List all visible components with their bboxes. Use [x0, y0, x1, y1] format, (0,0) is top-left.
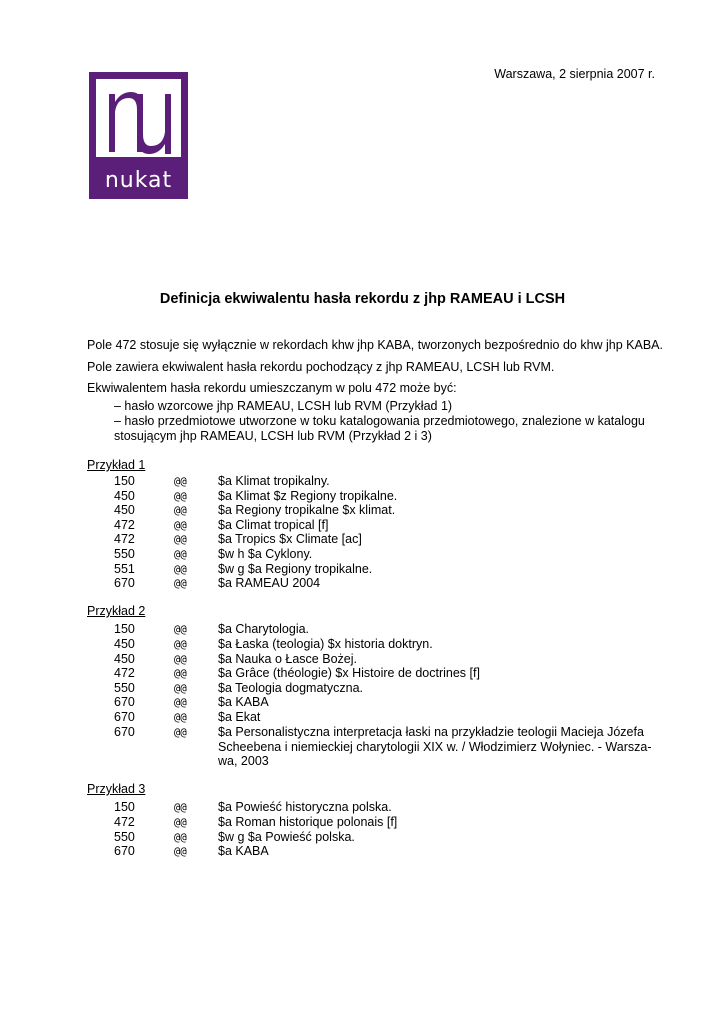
field-text: $a Regiony tropikalne $x klimat.: [218, 503, 396, 517]
indicators: @@: [174, 639, 187, 651]
indicators: @@: [174, 491, 187, 503]
field-text: $a Nauka o Łasce Bożej.: [218, 652, 357, 666]
field-text: $w g $a Powieść polska.: [218, 830, 355, 844]
field-text: $a Powieść historyczna polska.: [218, 800, 392, 814]
field-tag: 550: [114, 547, 135, 561]
field-tag: 550: [114, 681, 135, 695]
field-text: $a Grâce (théologie) $x Histoire de doctrines [f]: [218, 666, 480, 680]
paragraph-1: Pole 472 stosuje się wyłącznie w rekordach khw jhp KABA, tworzonych bezpośrednio do khw jhp KABA.: [87, 338, 663, 352]
nukat-logo-graphic: [89, 72, 188, 199]
field-tag: 450: [114, 637, 135, 651]
field-text: $a Łaska (teologia) $x historia doktryn.: [218, 637, 433, 651]
field-tag: 150: [114, 800, 135, 814]
field-text: $a Ekat: [218, 710, 261, 724]
field-text: $a Klimat $z Regiony tropikalne.: [218, 489, 398, 503]
field-tag: 670: [114, 576, 135, 590]
example-1-heading: Przykład 1: [87, 458, 146, 472]
field-text: $a Klimat tropikalny.: [218, 474, 330, 488]
field-text: $a Tropics $x Climate [ac]: [218, 532, 362, 546]
indicators: @@: [174, 697, 187, 709]
field-text: $a Personalistyczna interpretacja łaski na przykładzie teologii Macieja Józefa Scheebena i niemieckiej charytologii XIX w. / Włodzimierz Wołyniec. - Warsza-wa, 2003: [218, 725, 652, 769]
indicators: @@: [174, 846, 187, 858]
field-tag: 150: [114, 474, 135, 488]
document-date: Warszawa, 2 sierpnia 2007 r.: [494, 67, 655, 81]
indicators: @@: [174, 802, 187, 814]
field-tag: 670: [114, 844, 135, 858]
indicators: @@: [174, 817, 187, 829]
indicators: @@: [174, 520, 187, 532]
indicators: @@: [174, 549, 187, 561]
field-tag: 472: [114, 532, 135, 546]
field-text: $a RAMEAU 2004: [218, 576, 321, 590]
document-title: Definicja ekwiwalentu hasła rekordu z jhp RAMEAU i LCSH: [159, 291, 566, 307]
field-text: $a Charytologia.: [218, 622, 310, 636]
indicators: @@: [174, 578, 187, 590]
example-2-heading: Przykład 2: [87, 604, 146, 618]
indicators: @@: [174, 654, 187, 666]
indicators: @@: [174, 832, 187, 844]
paragraph-2: Pole zawiera ekwiwalent hasła rekordu pochodzący z jhp RAMEAU, LCSH lub RVM.: [87, 360, 555, 374]
example-3-heading: Przykład 3: [87, 782, 146, 796]
field-text: $a KABA: [218, 695, 269, 709]
indicators: @@: [174, 564, 187, 576]
indicators: @@: [174, 476, 187, 488]
indicators: @@: [174, 668, 187, 680]
list-item: – hasło przedmiotowe utworzone w toku katalogowania przedmiotowego, znalezione w katalogu stosującym jhp RAMEAU, LCSH lub RVM (Przykład 2 i 3): [114, 414, 645, 443]
indicators: @@: [174, 727, 187, 739]
field-tag: 150: [114, 622, 135, 636]
field-tag: 670: [114, 710, 135, 724]
list-item: – hasło wzorcowe jhp RAMEAU, LCSH lub RVM (Przykład 1): [114, 399, 453, 413]
field-text: $a Teologia dogmatyczna.: [218, 681, 364, 695]
indicators: @@: [174, 624, 187, 636]
paragraph-3: Ekwiwalentem hasła rekordu umieszczanym w polu 472 może być:: [87, 381, 457, 395]
field-tag: 550: [114, 830, 135, 844]
field-text: $a KABA: [218, 844, 269, 858]
field-tag: 551: [114, 562, 135, 576]
field-text: $w h $a Cyklony.: [218, 547, 313, 561]
nukat-logo: [89, 72, 188, 199]
field-tag: 670: [114, 725, 135, 739]
field-tag: 472: [114, 518, 135, 532]
field-tag: 670: [114, 695, 135, 709]
indicators: @@: [174, 683, 187, 695]
indicators: @@: [174, 534, 187, 546]
logo-text: nukat: [104, 168, 173, 193]
field-tag: 472: [114, 666, 135, 680]
field-tag: 472: [114, 815, 135, 829]
indicators: @@: [174, 505, 187, 517]
indicators: @@: [174, 712, 187, 724]
field-text: $w g $a Regiony tropikalne.: [218, 562, 373, 576]
field-tag: 450: [114, 503, 135, 517]
field-text: $a Roman historique polonais [f]: [218, 815, 398, 829]
field-tag: 450: [114, 652, 135, 666]
field-text: $a Climat tropical [f]: [218, 518, 329, 532]
field-tag: 450: [114, 489, 135, 503]
